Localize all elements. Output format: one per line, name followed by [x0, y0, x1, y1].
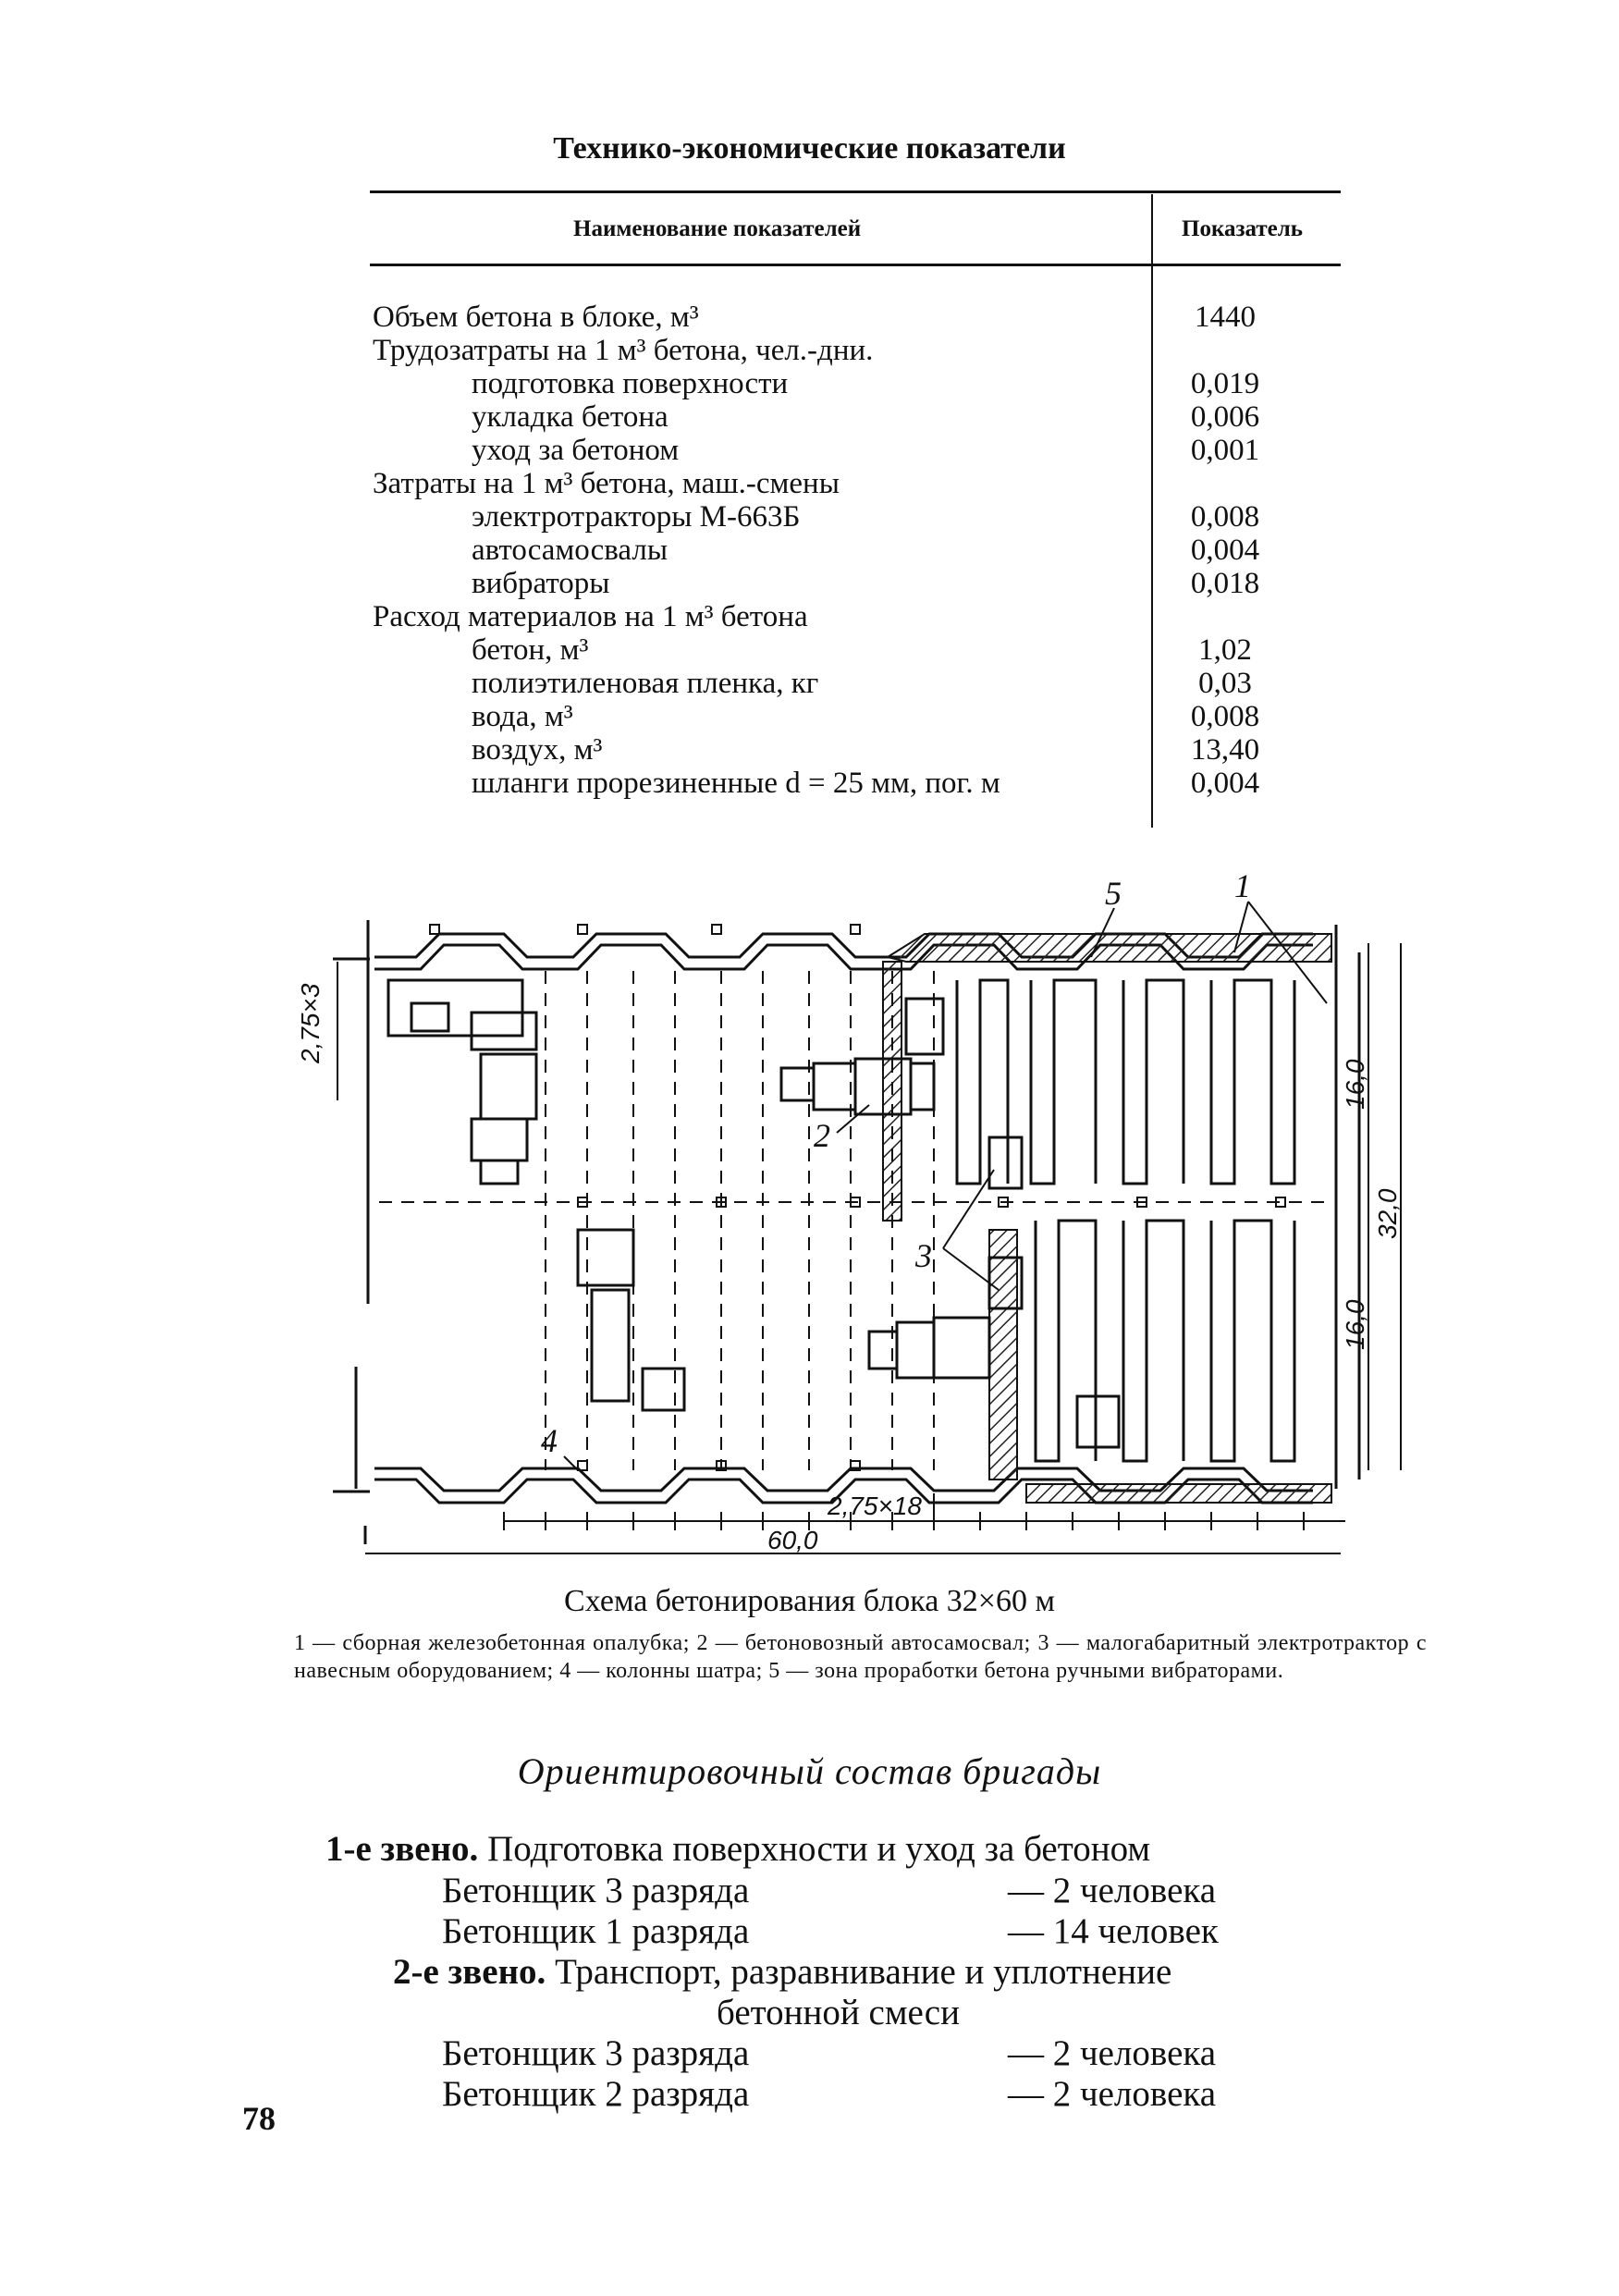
figure-legend: 1 — сборная железобетонная опалубка; 2 — бетоновозный автосамосвал; 3 — малогабаритный электротрактор с навесным оборудованием; 4 — колонны шатра; 5 — зона проработки бетона ручными вибраторами.	[294, 1631, 1427, 1683]
callout-3: 3	[915, 1237, 932, 1274]
dim-right-lower: 16,0	[1341, 1299, 1369, 1350]
table-row-value: 0,008	[1190, 500, 1260, 534]
dim-top-left: 2,75×3	[296, 983, 325, 1063]
page-number: 78	[242, 2100, 276, 2137]
table-row-label: Объем бетона в блоке, м³	[373, 301, 699, 334]
table-row-label: вода, м³	[472, 700, 573, 733]
dim-bottom-total: 60,0	[767, 1526, 818, 1554]
table-row-label: вибраторы	[472, 567, 610, 600]
callout-1: 1	[1234, 867, 1251, 904]
table-row-label: полиэтиленовая пленка, кг	[472, 667, 819, 700]
callout-4: 4	[541, 1422, 558, 1459]
table-row-label: воздух, м³	[472, 733, 603, 767]
unit1-role: Бетонщик 1 разряда	[442, 1911, 750, 1951]
unit1-heading	[325, 1828, 1150, 1870]
table-header-value: Показатель	[1182, 216, 1303, 241]
table-row-label: бетон, м³	[472, 633, 589, 667]
table-title: Технико-экономические показатели	[553, 131, 1066, 166]
unit2-title: 2-е звено.	[393, 1952, 546, 1992]
table-row-value: 0,018	[1190, 567, 1260, 600]
dim-bottom-spacing: 2,75×18	[828, 1492, 922, 1520]
figure-caption: Схема бетонирования блока 32×60 м	[564, 1584, 1055, 1618]
unit1-title: 1-е звено.	[325, 1829, 479, 1869]
table-row-value: 0,001	[1190, 434, 1260, 467]
dim-right-upper: 16,0	[1341, 1059, 1369, 1110]
callout-5: 5	[1105, 875, 1122, 912]
table-row-label: Трудозатраты на 1 м³ бетона, чел.-дни.	[373, 334, 874, 367]
callout-2: 2	[814, 1117, 830, 1154]
table-row-label: Расход материалов на 1 м³ бетона	[373, 600, 808, 633]
unit1-count: — 14 человек	[1008, 1911, 1219, 1951]
unit1-role: Бетонщик 3 разряда	[442, 1871, 750, 1910]
unit1-desc: Подготовка поверхности и уход за бетоном	[487, 1829, 1151, 1869]
table-row-value: 13,40	[1190, 733, 1260, 767]
table-row-label: укладка бетона	[472, 400, 668, 434]
unit2-count: — 2 человека	[1008, 2074, 1217, 2114]
unit2-role: Бетонщик 2 разряда	[442, 2074, 750, 2114]
table-row-value: 0,03	[1198, 667, 1252, 700]
dim-right-total: 32,0	[1373, 1188, 1402, 1239]
table-row-label: подготовка поверхности	[472, 367, 789, 400]
table-row-value: 0,006	[1190, 400, 1260, 434]
table-row-label: шланги прорезиненные d = 25 мм, пог. м	[472, 767, 1000, 800]
table-header-name: Наименование показателей	[573, 216, 862, 241]
table-row-value: 0,008	[1190, 700, 1260, 733]
unit2-count: — 2 человека	[1008, 2033, 1217, 2073]
table-row-label: автосамосвалы	[472, 534, 668, 567]
table-row-value: 1,02	[1198, 633, 1252, 667]
unit2-desc-cont: бетонной смеси	[717, 1993, 960, 2032]
unit2-role: Бетонщик 3 разряда	[442, 2033, 750, 2073]
unit2-heading	[393, 1951, 1171, 1993]
table-row-label: Затраты на 1 м³ бетона, маш.-смены	[373, 467, 840, 500]
table-row-value: 1440	[1195, 301, 1256, 334]
unit1-count: — 2 человека	[1008, 1871, 1217, 1910]
crew-heading: Ориентировочный состав бригады	[517, 1750, 1102, 1792]
table-row-value: 0,004	[1190, 767, 1260, 800]
table-row-label: электротракторы М-663Б	[472, 500, 801, 534]
table-row-value: 0,019	[1190, 367, 1260, 400]
table-row-label: уход за бетоном	[472, 434, 680, 467]
table-row-value: 0,004	[1190, 534, 1260, 567]
unit2-desc: Транспорт, разравнивание и уплотнение	[555, 1952, 1172, 1992]
